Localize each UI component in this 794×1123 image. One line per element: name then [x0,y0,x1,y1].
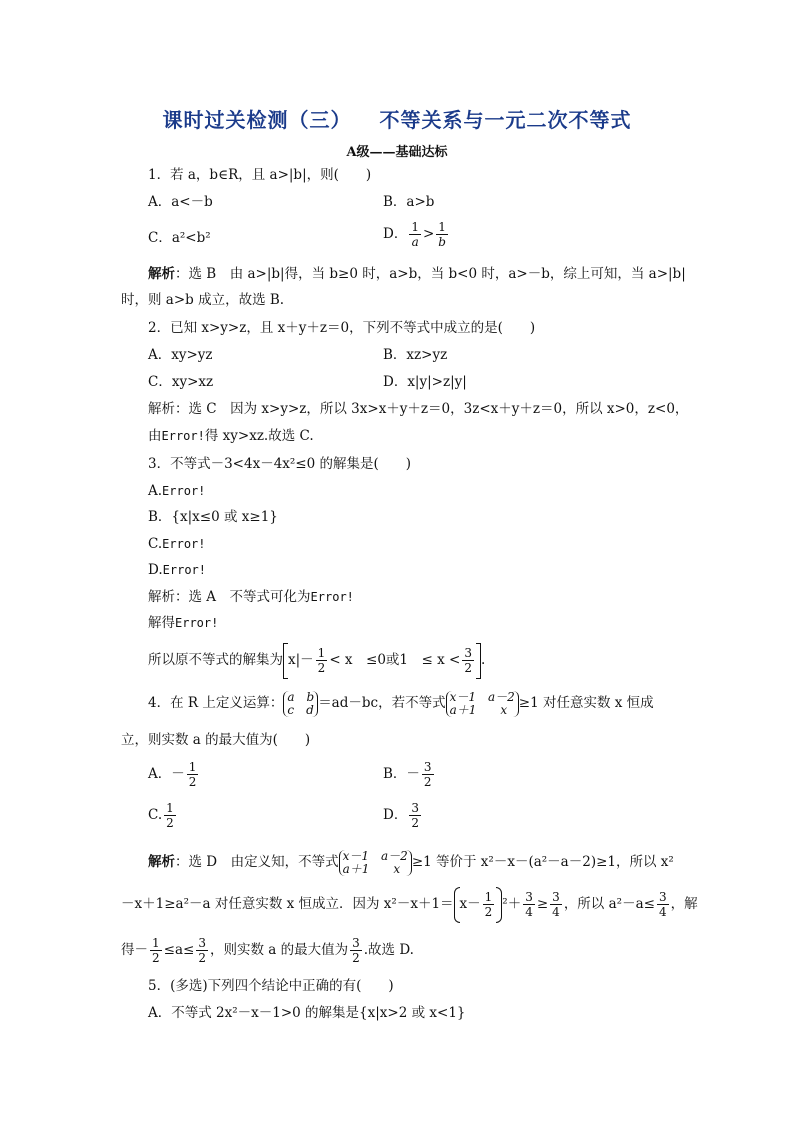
q2-solution-line2: 由Error!得 xy>xz.故选 C. [148,428,314,444]
q1-option-d: D． $\frac{1}{a}$ > $\frac{1}{b}$ [383,220,446,249]
fraction: $\frac{3}{2}$ [198,936,206,965]
q2-option-c: C．xy>xz [148,374,214,390]
fraction: $\frac{1}{2}$ [484,890,493,919]
q3-option-a: A.Error! [148,483,206,499]
q1-solution-line1: 解析：选 B 由 a>|b|得，当 b≥0 时，a>b，当 b<0 时，a>－b，综上可知，当 a>|b| [148,266,686,282]
q4-option-d: D． $\frac{3}{2}$ [383,801,419,830]
q2-solution-line1: 解析：选 C 因为 x>y>z，所以 3x>x＋y＋z＝0，3z<x＋y＋z＝0，所以 x>0，z<0， [148,401,689,417]
fraction: $\frac{3}{2}$ [423,760,432,789]
q2-option-b: B．xz>yz [383,347,448,363]
fraction: $\frac{3}{2}$ [464,646,472,675]
fraction: $\frac{3}{4}$ [552,890,560,919]
q4-stem-line1: 4．在 R 上定义运算： a b c d ＝ad－bc，若不等式 x－1 a－2 a＋1 x ≥1 对任意实数 x 恒成 [148,689,654,717]
page-title [0,104,794,133]
q4-stem-line2: 立，则实数 a 的最大值为( ) [121,732,311,748]
q4-option-c: C. $\frac{1}{2}$ [148,801,174,830]
q2-option-d: D．x|y|>z|y| [383,374,467,390]
q2-stem: 2．已知 x>y>z，且 x＋y＋z＝0，下列不等式中成立的是( ) [148,320,536,336]
q4-option-b: B．－ $\frac{3}{2}$ [383,760,432,789]
q4-solution-line1: 解析：选 D 由定义知，不等式 x－1 a－2 a＋1 x ≥1 等价于 x²－x－(a²－a－2)≥1，所以 x² [148,848,674,876]
q5-option-a: A．不等式 2x²－x－1>0 的解集是{x|x>2 或 x<1} [148,1005,466,1021]
q1-option-c: C．a²<b² [148,230,211,246]
matrix: x－1 a－2 a＋1 x [339,850,412,876]
matrix: x－1 a－2 a＋1 x [446,691,519,717]
q3-solution-line3: 所以原不等式的解集为 x|－ $\frac{1}{2}$ < x ≤0或1 ≤ x < $\frac{3}{2}$ . [148,642,485,679]
q3-solution-line1: 解析：选 A 不等式可化为Error! [148,589,354,605]
fraction: $\frac{1}{2}$ [152,936,160,965]
q1-stem: 1．若 a，b∈R，且 a>|b|，则( ) [148,167,372,183]
q3-option-d: D.Error! [148,562,206,578]
fraction: $\frac{1}{2}$ [166,801,174,830]
q1-solution-line2: 时，则 a>b 成立，故选 B. [121,292,285,308]
title-right: 不等关系与一元二次不等式 [379,108,632,132]
fraction: $\frac{3}{2}$ [352,936,360,965]
q3-option-c: C.Error! [148,536,206,552]
fraction: $\frac{1}{2}$ [317,646,326,675]
q4-solution-line3: 得－ $\frac{1}{2}$ ≤a≤ $\frac{3}{2}$ ，则实数 a 的最大值为 $\frac{3}{2}$ .故选 D. [121,936,414,965]
fraction: $\frac{1}{b}$ [438,220,446,249]
q3-stem: 3．不等式－3<4x－4x²≤0 的解集是( ) [148,456,412,472]
q5-stem: 5．(多选)下列四个结论中正确的有( ) [148,978,394,994]
q3-solution-line2: 解得Error! [148,615,219,631]
fraction: $\frac{3}{2}$ [411,801,419,830]
matrix: a b c d [283,691,318,717]
fraction: $\frac{1}{a}$ [411,220,419,249]
fraction: $\frac{3}{4}$ [658,890,667,919]
q4-option-a: A．－ $\frac{1}{2}$ [148,760,197,789]
q1-option-b: B．a>b [383,194,435,210]
fraction: $\frac{1}{2}$ [188,760,197,789]
fraction: $\frac{3}{4}$ [525,890,533,919]
q2-option-a: A．xy>yz [148,347,213,363]
level-heading: A级——基础达标 [346,145,448,160]
q4-solution-line2: －x＋1≥a²－a 对任意实数 x 恒成立．因为 x²－x＋1＝ x－ $\frac{1}{2}$ ²＋ $\frac{3}{4}$ ≥ $\frac{3}{4}$ ，所以 a²－a≤ $\frac{3}{4}$ ，解 [121,886,698,923]
q1-option-a: A．a<－b [148,194,213,210]
title-left: 课时过关检测（三） [162,108,352,132]
q3-option-b: B．{x|x≤0 或 x≥1} [148,509,278,525]
